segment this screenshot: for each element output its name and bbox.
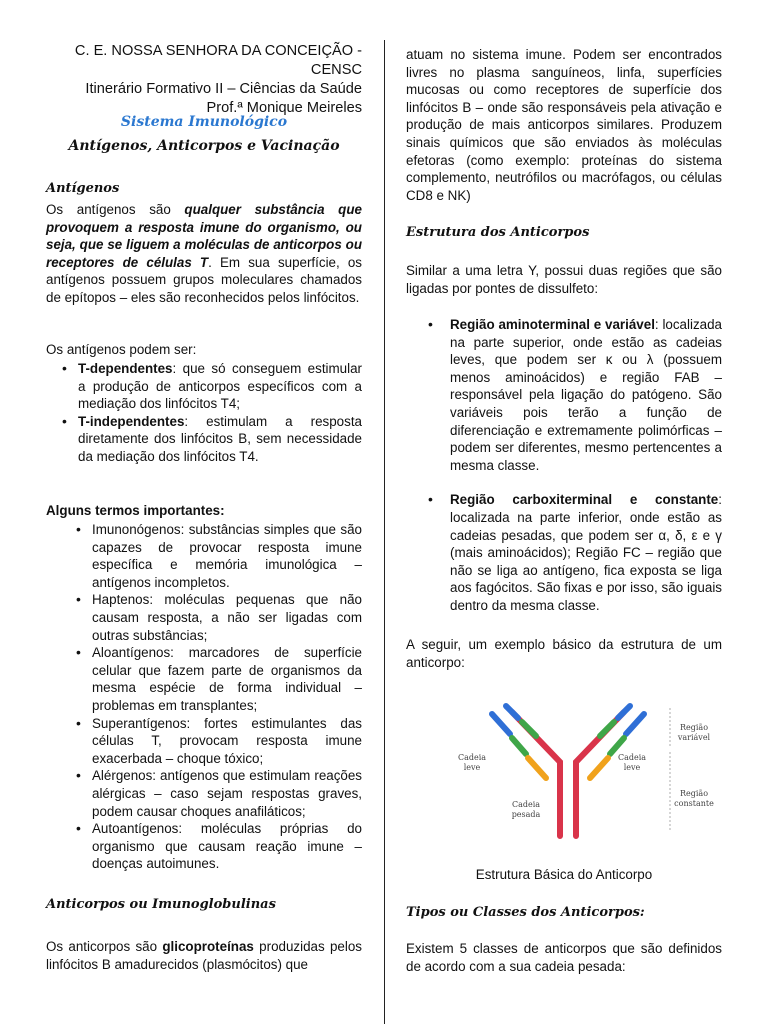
anticorpos-p1-c: produzidas pelos linfócitos B amadurecidos (plasmócitos) que: [46, 939, 362, 972]
label-constante-2: constante: [674, 799, 714, 808]
list-item: [428, 316, 722, 474]
anticorpos-paragraph: [46, 938, 362, 973]
regions-list: [428, 316, 722, 615]
label-variavel-1: Região: [679, 723, 709, 732]
antigenos-p1-a: Os antígenos são: [46, 202, 185, 217]
light-chain-left-blue: [492, 714, 510, 734]
terms-heading: Alguns termos importantes:: [46, 503, 225, 518]
label-pesada-2: pesada: [511, 810, 541, 819]
label-constante-1: Região: [679, 789, 709, 798]
antigenos-types-intro: Os antígenos podem ser:: [46, 342, 197, 357]
light-chain-right-blue: [626, 714, 644, 734]
header-line-3: Prof.ª Monique Meireles: [206, 100, 362, 116]
figure-caption: Estrutura Básica do Anticorpo: [475, 867, 653, 882]
anticorpos-p1-b: glicoproteínas: [162, 939, 254, 954]
antigenos-p1-b: qualquer substância que provoquem a resposta imune do organismo, ou seja, que se liguem a moléculas de anticorpos ou receptores de células T: [46, 202, 362, 270]
estrutura-example-intro: A seguir, um exemplo básico da estrutura de um anticorpo:: [406, 637, 722, 670]
label-variavel-2: variável: [677, 733, 711, 742]
heavy-tip-left-blue: [506, 706, 518, 718]
school-header: [46, 42, 362, 118]
region-term: Região carboxiterminal e constante: [450, 492, 719, 508]
list-item: [428, 491, 722, 614]
heavy-chain-right: [576, 712, 624, 836]
label-leve-right-2: leve: [623, 763, 641, 772]
type-term: T-independentes: [78, 413, 185, 429]
list-item: • Aloantígenos: marcadores de superfície celular que fazem parte de organismos da mesma espécie de forma individual – problemas em transplantes;: [70, 644, 362, 714]
page-subtitle: Antígenos, Anticorpos e Vacinação: [68, 138, 340, 154]
antigenos-paragraph: [46, 201, 362, 307]
anticorpos-p1-a: Os anticorpos são: [46, 939, 163, 954]
light-chain-left-orange: [528, 758, 546, 778]
region-text: : localizada na parte superior, onde estão as cadeias leves, que podem ser κ ou λ (possuem menos aminoácidos) e região FAB – responsável pela ligação do patógeno. São variáveis pois terão a função de diferenciação e extremamente polimórficas – podem ser diferentes, mesmo pertencentes a mesma classe.: [450, 317, 722, 473]
antigenos-p1-c: . Em sua superfície, os antígenos possuem grupos moleculares chamados de epítopos – eles são reconhecidos pelos linfócitos.: [46, 254, 362, 305]
section-heading-tipos: Tipos ou Classes dos Anticorpos:: [406, 905, 645, 920]
heavy-tip-right-blue: [618, 706, 630, 718]
header-line-2: Itinerário Formativo II – Ciências da Saúde: [85, 81, 362, 97]
section-heading-estrutura: Estrutura dos Anticorpos: [406, 225, 590, 240]
list-item: [56, 360, 362, 413]
anticorpos-continuation: atuam no sistema imune. Podem ser encontrados livres no plasma sanguíneos, linfa, superfícies mucosas ou como receptores de superfície dos linfócitos B – onde são responsáveis pela ativação e produção de mais anticorpos similares. Produzem sinais químicos que são enviados às moléculas efetoras (como exemplo: proteínas do sistema complemento, neutrófilos ou macrófagos, ou células CD8 e NK): [406, 47, 722, 203]
list-item: • Haptenos: moléculas pequenas que não causam resposta, a não ser ligadas com outras substâncias;: [70, 591, 362, 644]
light-chain-right-orange: [590, 758, 608, 778]
antigen-types-list: [56, 360, 362, 466]
label-leve-left-1: Cadeia: [457, 753, 487, 762]
header-line-1: C. E. NOSSA SENHORA DA CONCEIÇÃO - CENSC: [74, 43, 362, 78]
tipos-paragraph: Existem 5 classes de anticorpos que são definidos de acordo com a sua cadeia pesada:: [406, 941, 722, 974]
antibody-diagram: [452, 700, 732, 860]
light-chain-right-green: [610, 738, 624, 754]
region-term: Região aminoterminal e variável: [450, 317, 655, 332]
list-item: • Superantígenos: fortes estimulantes das células T, provocam resposta imune exacerbada – choque tóxico;: [70, 715, 362, 768]
list-item: • Alérgenos: antígenos que estimulam reações alérgicas – caso sejam respostas graves, podem causar choques anafiláticos;: [70, 767, 362, 820]
list-item: • Imunonógenos: substâncias simples que são capazes de provocar resposta imune específica e memória imunológica – antígenos incompletos.: [70, 521, 362, 591]
region-text: : localizada na parte inferior, onde estão as cadeias pesadas, que podem ser α, δ, ε e γ (mais aminoácidos); Região FC – região que não se liga ao antígeno, fica exposta se liga aos fagócitos. São fixas e por isso, são iguais dentro da mesma classe.: [450, 492, 722, 613]
column-divider: [384, 40, 385, 1024]
label-leve-right-1: Cadeia: [617, 753, 647, 762]
label-leve-left-2: leve: [463, 763, 481, 772]
terms-list: [70, 521, 362, 873]
list-item: [56, 413, 362, 466]
section-heading-antigenos: Antígenos: [46, 181, 120, 196]
label-pesada-1: Cadeia: [511, 800, 541, 809]
estrutura-intro: Similar a uma letra Y, possui duas regiões que são ligadas por pontes de dissulfeto:: [406, 263, 722, 296]
section-heading-anticorpos: Anticorpos ou Imunoglobulinas: [46, 897, 276, 912]
page-title: Sistema Imunológico: [120, 114, 288, 130]
type-term: T-dependentes: [78, 361, 173, 376]
type-text: : que só conseguem estimular a produção de anticorpos específicos com a mediação dos linfócitos T4;: [78, 361, 362, 412]
type-text: : estimulam a resposta diretamente dos linfócitos B, sem necessidade da mediação dos linfócitos T4.: [78, 413, 362, 464]
list-item: • Autoantígenos: moléculas próprias do organismo que causam reação imune – doenças autoimunes.: [70, 820, 362, 873]
light-chain-left-green: [512, 738, 526, 754]
